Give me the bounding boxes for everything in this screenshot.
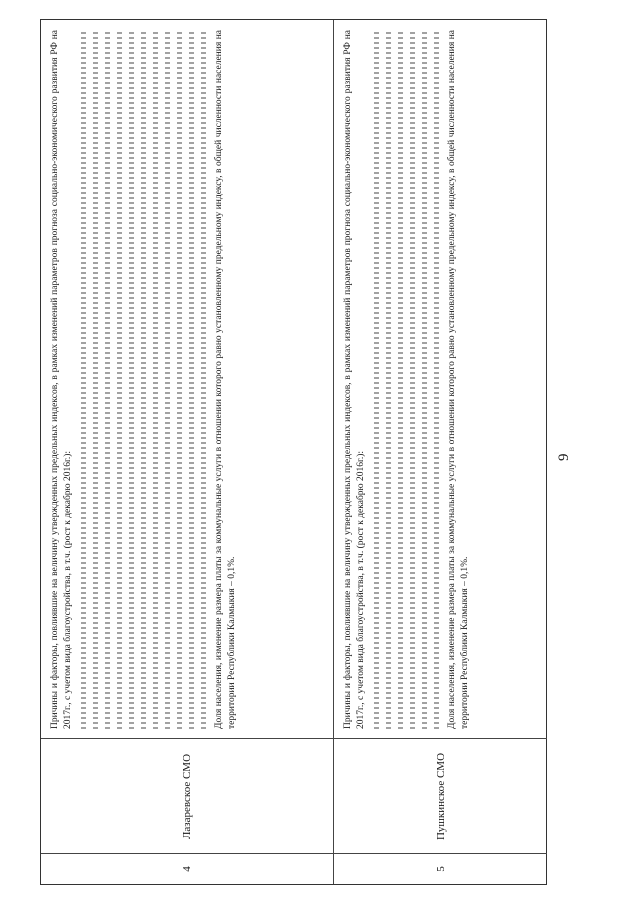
description-lead: Причины и факторы, повлиявшие на величину утвержденных предельных индексов, в рамках изменений параметров прогноза социально-экономического развития РФ на 2017г., с учетом вида благоустройства, в т.ч. (рост к декабрю 2016г.): xyxy=(343,30,366,729)
description-lead: Причины и факторы, повлиявшие на величину утвержденных предельных индексов, в рамках изменений параметров прогноза социально-экономического развития РФ на 2017г., с учетом вида благоустройства, в т.ч. (рост к декабрю 2016г.): xyxy=(50,30,73,729)
row-number: 5 xyxy=(434,866,447,872)
row-number-cell xyxy=(41,853,333,884)
description-text xyxy=(49,30,238,729)
municipality-name: Лазаревское СМО xyxy=(181,753,193,840)
municipality-name: Пушкинское СМО xyxy=(434,752,447,841)
row-number: 4 xyxy=(181,866,193,872)
page-number: 9 xyxy=(556,453,572,461)
description-end: Доля населения, изменение размера платы за коммунальные услуги в отношении которого равно установленному предельному индексу, в общей численности населения на территории Республики Калмыкия – 0,1%. xyxy=(447,30,470,729)
municipality-cell xyxy=(334,738,547,854)
table-row xyxy=(333,20,547,884)
description-end: Доля населения, изменение размера платы за коммунальные услуги в отношении которого равно установленному предельному индексу, в общей численности населения на территории Республики Калмыкия – 0,1%. xyxy=(214,30,237,729)
municipality-cell xyxy=(41,738,333,854)
indices-table xyxy=(40,19,547,885)
description-cell xyxy=(41,20,333,739)
table-row xyxy=(41,20,333,884)
description-text xyxy=(342,30,471,729)
description-cell xyxy=(334,20,547,739)
row-number-cell xyxy=(334,853,547,884)
